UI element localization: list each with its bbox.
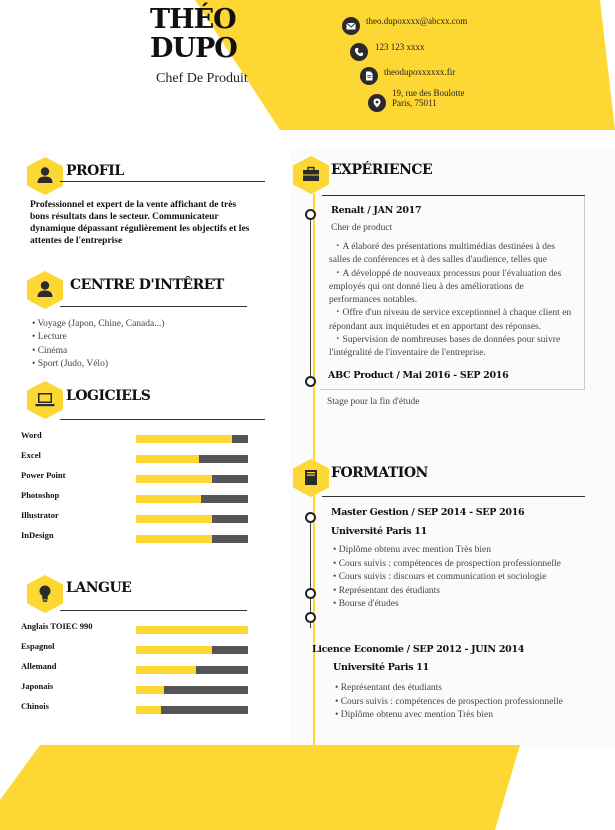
experience-heading: EXPÉRIENCE xyxy=(331,162,433,178)
timeline-dot xyxy=(305,376,316,387)
langue-divider xyxy=(60,610,247,611)
list-item: • Diplôme obtenu avec mention Très bien xyxy=(335,709,563,723)
skill-bar-fill xyxy=(136,475,212,483)
lightbulb-icon xyxy=(26,574,64,614)
contact-website[interactable]: theodupoxxxxxx.fir xyxy=(384,67,456,77)
contact-email[interactable]: theo.dupoxxxx@abcxx.com xyxy=(366,16,468,26)
skill-bar xyxy=(136,495,248,503)
list-item: • Cours suivis : discours et communication et sociologie xyxy=(333,571,561,585)
list-item: • Lecture xyxy=(32,331,165,344)
laptop-icon xyxy=(26,380,64,420)
briefcase-icon xyxy=(292,155,330,195)
skill-label: Power Point xyxy=(21,470,66,480)
contact-address xyxy=(392,88,465,108)
book-icon xyxy=(292,458,330,498)
logiciels-heading: LOGICIELS xyxy=(66,388,151,404)
skill-bar xyxy=(136,686,248,694)
skill-bar-fill xyxy=(136,535,212,543)
skill-bar-fill xyxy=(136,666,196,674)
address-line-1: 19, rue des Boulotte xyxy=(392,88,465,98)
list-item: • Diplôme obtenu avec mention Très bien xyxy=(333,544,561,558)
experience-entry-role: Stage pour la fin d'étude xyxy=(327,397,420,407)
experience-divider xyxy=(322,195,585,196)
timeline-dot xyxy=(305,512,316,523)
timeline-dot xyxy=(305,209,316,220)
formation-divider xyxy=(322,496,585,497)
skill-label: Japonais xyxy=(21,681,54,691)
skill-label: Word xyxy=(21,430,42,440)
interets-list xyxy=(32,318,165,372)
formation-entry-school: Université Paris 11 xyxy=(331,526,427,537)
interets-divider xyxy=(60,306,247,307)
location-pin-icon xyxy=(368,94,386,112)
skill-label: Allemand xyxy=(21,661,57,671)
skill-bar-fill xyxy=(136,455,199,463)
experience-timeline xyxy=(310,215,311,385)
first-name: THÉO xyxy=(150,4,236,35)
skill-label: Excel xyxy=(21,450,41,460)
profil-divider xyxy=(60,181,265,182)
list-item: • Sport (Judo, Vélo) xyxy=(32,358,165,371)
formation-entry-school: Université Paris 11 xyxy=(333,662,429,673)
skill-bar xyxy=(136,455,248,463)
list-item: • Bourse d'études xyxy=(333,598,561,612)
timeline-dot xyxy=(305,588,316,599)
skill-bar-fill xyxy=(136,706,161,714)
last-name: DUPO xyxy=(150,33,237,64)
skill-bar-fill xyxy=(136,515,212,523)
list-item: • Voyage (Japon, Chine, Canada...) xyxy=(32,318,165,331)
langue-heading: LANGUE xyxy=(66,580,132,596)
document-icon xyxy=(360,67,378,85)
person-icon xyxy=(26,156,64,196)
skill-bar-fill xyxy=(136,435,232,443)
skill-label: Illustrator xyxy=(21,510,59,520)
skill-bar-fill xyxy=(136,646,212,654)
skill-label: Espagnol xyxy=(21,641,55,651)
address-line-2: Paris, 75011 xyxy=(392,98,437,108)
skill-bar-fill xyxy=(136,495,201,503)
logiciels-divider xyxy=(60,419,265,420)
skill-bar-fill xyxy=(136,626,248,634)
list-item: ・ Supervision de nombreuses bases de données pour suivre l'intégralité de l'inventaire de l'entreprise. xyxy=(329,334,575,361)
footer-yellow-banner xyxy=(0,745,520,830)
skill-bar xyxy=(136,626,248,634)
profil-text: Professionnel et expert de la vente affichant de très bons résultats dans le secteur. Communicateur dynamique dépassant régulièrement les objectifs et les attentes de l'entreprise xyxy=(30,200,250,246)
job-title: Chef De Produit xyxy=(156,71,248,86)
candidate-name xyxy=(150,5,237,63)
skill-label: Chinois xyxy=(21,701,49,711)
list-item: • Représentant des étudiants xyxy=(333,585,561,599)
skill-bar xyxy=(136,666,248,674)
skill-bar xyxy=(136,535,248,543)
list-item: • Cours suivis : compétences de prospection professionnelle xyxy=(333,558,561,572)
interets-heading: CENTRE D'INTÊRET xyxy=(70,277,224,293)
skill-label: InDesign xyxy=(21,530,54,540)
skill-bar xyxy=(136,435,248,443)
profil-heading: PROFIL xyxy=(66,163,124,179)
formation-heading: FORMATION xyxy=(331,465,428,481)
formation-entry-title: Master Gestion / SEP 2014 - SEP 2016 xyxy=(331,507,525,518)
experience-bullets xyxy=(329,241,575,361)
timeline-dot xyxy=(305,612,316,623)
formation-bullets xyxy=(333,544,561,612)
person-icon xyxy=(26,270,64,310)
list-item: ・ A élaboré des présentations multimédias destinées à des salles de conférences et à des salles d'audience, telles que xyxy=(329,241,575,268)
envelope-icon xyxy=(342,17,360,35)
skill-bar xyxy=(136,646,248,654)
skill-bar xyxy=(136,475,248,483)
skill-label: Anglais TOIEC 990 xyxy=(21,621,93,631)
list-item: ・ A développé de nouveaux processus pour l'évaluation des employés qui ont donné lieu à des améliorations de performances notables. xyxy=(329,268,575,308)
contact-phone[interactable]: 123 123 xxxx xyxy=(375,42,425,52)
phone-icon xyxy=(350,43,368,61)
list-item: ・ Offre d'un niveau de service exceptionnel à chaque client en répondant aux inquiétudes et en apportant des réponses. xyxy=(329,307,575,334)
skill-bar xyxy=(136,515,248,523)
formation-entry-title: Licence Economie / SEP 2012 - JUIN 2014 xyxy=(312,644,525,655)
experience-entry-title: ABC Product / Mai 2016 - SEP 2016 xyxy=(328,370,509,381)
list-item: • Cinéma xyxy=(32,345,165,358)
list-item: • Cours suivis : compétences de prospection professionnelle xyxy=(335,696,563,710)
experience-entry-role: Cher de product xyxy=(331,223,393,233)
experience-entry-title: Renalt / JAN 2017 xyxy=(331,205,422,216)
formation-bullets xyxy=(335,682,563,723)
list-item: • Représentant des étudiants xyxy=(335,682,563,696)
skill-bar xyxy=(136,706,248,714)
skill-bar-fill xyxy=(136,686,164,694)
skill-label: Photoshop xyxy=(21,490,60,500)
